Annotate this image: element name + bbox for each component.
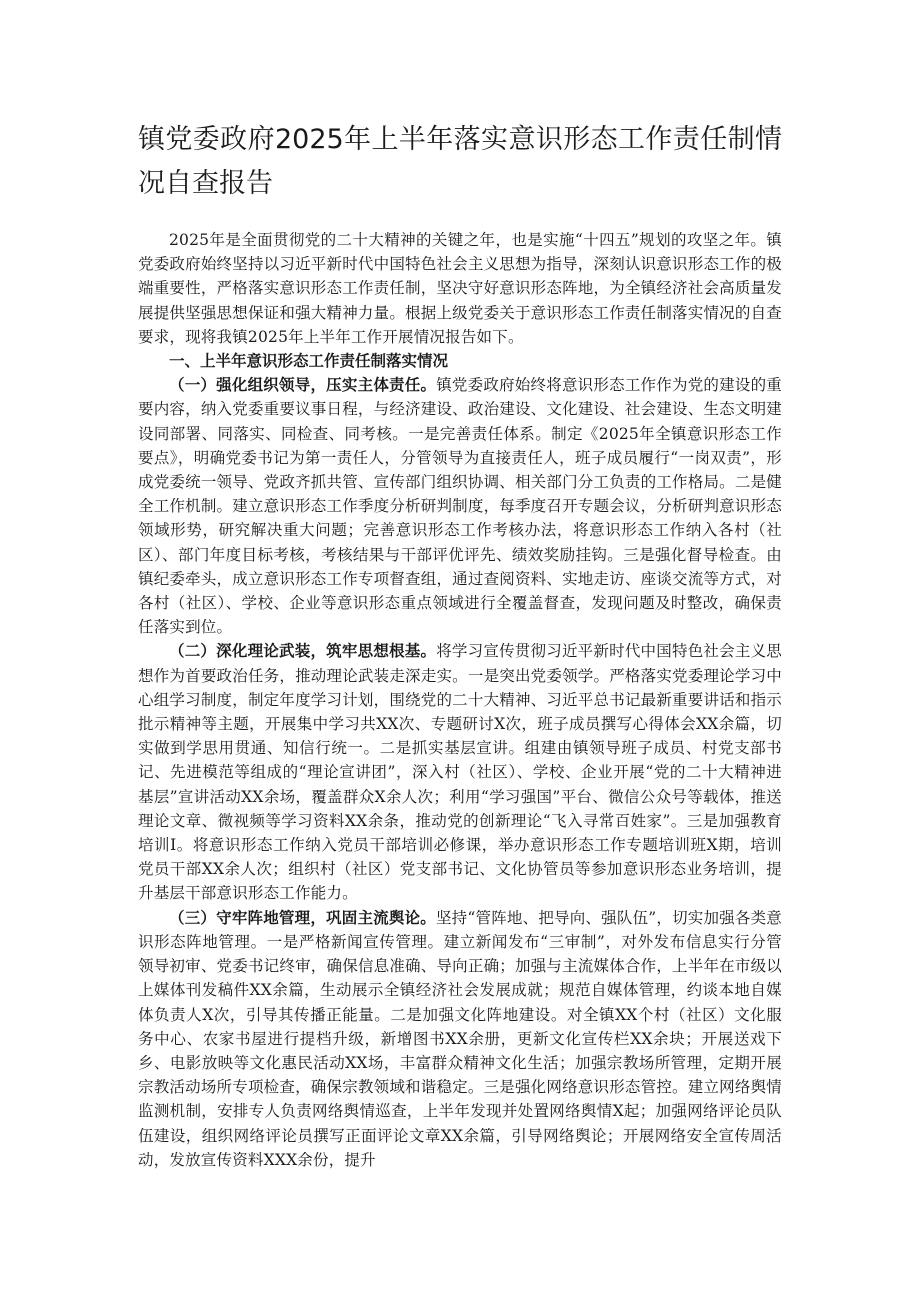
paragraph-body: 镇党委政府始终将意识形态工作作为党的建设的重要内容，纳入党委重要议事日程，与经济建设、政治建设、文化建设、社会建设、生态文明建设同部署、同落实、同检查、同考核。一是完善责任体系。制定《2025年全镇意识形态工作要点》，明确党委书记为第一责任人，分管领导为直接责任人，班子成员履行“一岗双责”，形成党委统一领导、党政齐抓共管、宣传部门组织协调、相关部门分工负责的工作格局。二是健全工作机制。建立意识形态工作季度分析研判制度，每季度召开专题会议，分析研判意识形态领域形势，研究解决重大问题；完善意识形态工作考核办法，将意识形态工作纳入各村（社区）、部门年度目标考核，考核结果与干部评优评先、绩效奖励挂钩。三是强化督导检查。由镇纪委牵头，成立意识形态工作专项督查组，通过查阅资料、实地走访、座谈交流等方式，对各村（社区）、学校、企业等意识形态重点领域进行全覆盖督查，发现问题及时整改，确保责任落实到位。 — [138, 376, 783, 637]
section-heading-1: 一、上半年意识形态工作责任制落实情况 — [169, 352, 449, 371]
paragraph-body: 坚持“管阵地、把导向、强队伍”，切实加强各类意识形态阵地管理。一是严格新闻宣传管理。建立新闻发布“三审制”，对外发布信息实行分管领导初审、党委书记终审，确保信息准确、导向正确；加强与主流媒体合作，上半年在市级以上媒体刊发稿件XX余篇，生动展示全镇经济社会发展成就；规范自媒体管理，约谈本地自媒体负责人X次，引导其传播正能量。二是加强文化阵地建设。对全镇XX个村（社区）文化服务中心、农家书屋进行提档升级，新增图书XX余册，更新文化宣传栏XX余块；开展送戏下乡、电影放映等文化惠民活动XX场，丰富群众精神文化生活；加强宗教场所管理，定期开展宗教活动场所专项检查，确保宗教领域和谐稳定。三是强化网络意识形态管控。建立网络舆情监测机制，安排专人负责网络舆情巡查，上半年发现并处置网络舆情X起；加强网络评论员队伍建设，组织网络评论员撰写正面评论文章XX余篇，引导网络舆论；开展网络安全宣传周活动，发放宣传资料XXX余份，提升 — [138, 908, 782, 1169]
paragraph-lead: （三）守牢阵地管理，巩固主流舆论。 — [169, 908, 436, 927]
paragraph-lead: （二）深化理论武装，筑牢思想根基。 — [169, 642, 437, 661]
paragraph-organization — [138, 373, 782, 639]
intro-paragraph: 2025年是全面贯彻党的二十大精神的关键之年，也是实施“十四五”规划的攻坚之年。镇党委政府始终坚持以习近平新时代中国特色社会主义思想为指导，深刻认识意识形态工作的极端重要性，严格落实意识形态工作责任制，坚决守好意识形态阵地，为全镇经济社会高质量发展提供坚强思想保证和强大精神力量。根据上级党委关于意识形态工作责任制落实情况的自查要求，现将我镇2025年上半年工作开展情况报告如下。 — [138, 231, 782, 346]
paragraph-lead: （一）强化组织领导，压实主体责任。 — [169, 376, 437, 395]
paragraph-theory — [138, 639, 782, 905]
paragraph-positions — [138, 906, 782, 1172]
paragraph-body: 将学习宣传贯彻习近平新时代中国特色社会主义思想作为首要政治任务，推动理论武装走深走实。一是突出党委领学。严格落实党委理论学习中心组学习制度，制定年度学习计划，围绕党的二十大精神、习近平总书记最新重要讲话和指示批示精神等主题，开展集中学习共XX次、专题研讨X次，班子成员撰写心得体会XX余篇，切实做到学思用贯通、知信行统一。二是抓实基层宣讲。组建由镇领导班子成员、村党支部书记、先进模范等组成的“理论宣讲团”，深入村（社区）、学校、企业开展“党的二十大精神进基层”宣讲活动XX余场，覆盖群众X余人次；利用“学习强国”平台、微信公众号等载体，推送理论文章、微视频等学习资料XX余条，推动党的创新理论“飞入寻常百姓家”。三是加强教育培训I。将意识形态工作纳入党员干部培训必修课，举办意识形态工作专题培训班X期，培训党员干部XX余人次；组织村（社区）党支部书记、文化协管员等参加意识形态业务培训，提升基层干部意识形态工作能力。 — [138, 642, 783, 903]
document-page — [138, 118, 782, 1172]
document-title: 镇党委政府2025年上半年落实意识形态工作责任制情况自查报告 — [138, 124, 782, 199]
